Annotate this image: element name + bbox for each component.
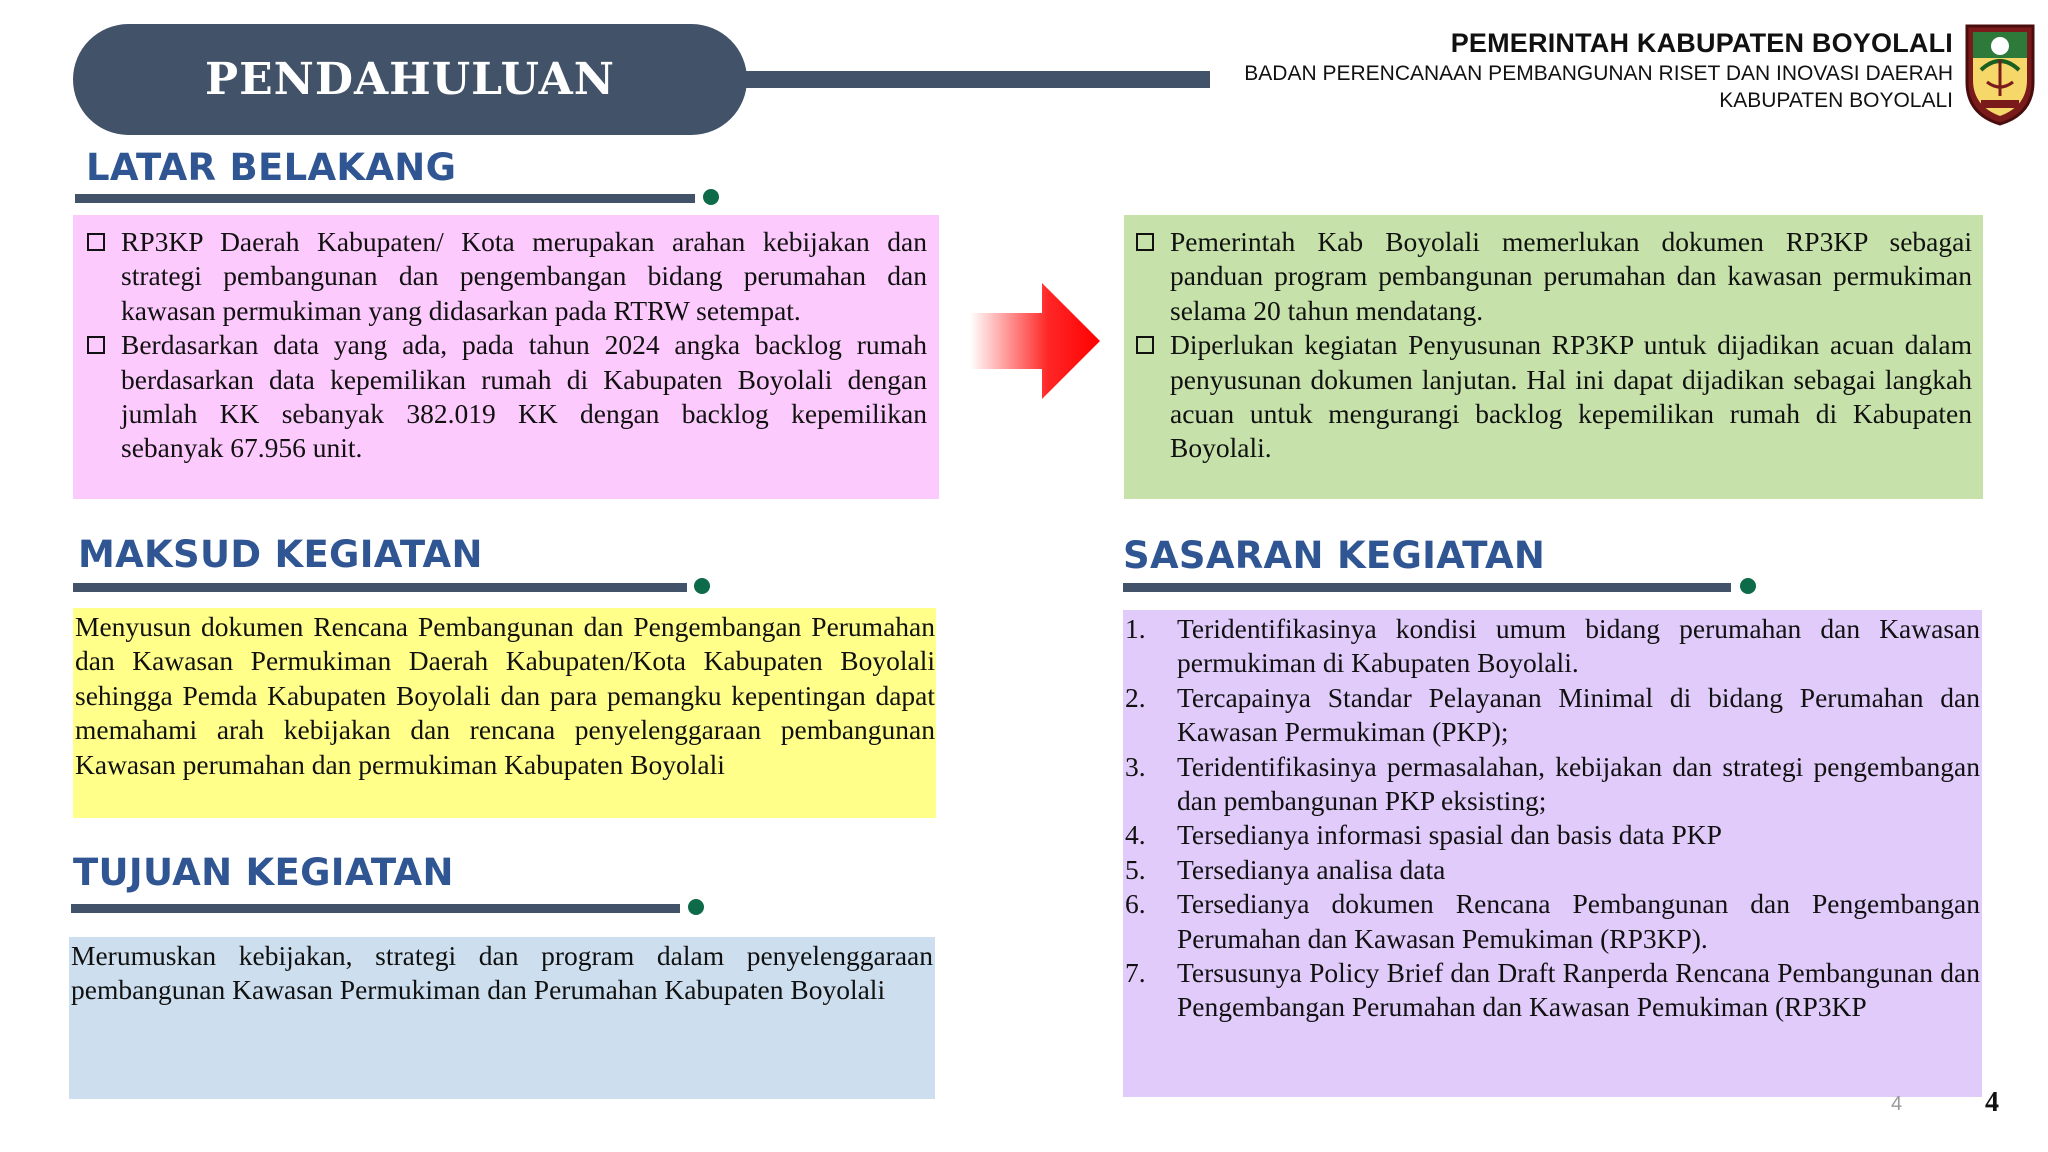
list-item bbox=[1125, 612, 1980, 681]
list-item-text: Pemerintah Kab Boyolali memerlukan dokumen RP3KP sebagai panduan program pembangunan perumahan dan kawasan permukiman selama 20 tahun mendatang. bbox=[1170, 226, 1972, 326]
list-item-number: 3. bbox=[1125, 750, 1146, 782]
list-item bbox=[1136, 328, 1972, 466]
list-item bbox=[87, 225, 927, 328]
sasaran-kegiatan-box bbox=[1123, 610, 1982, 1097]
list-item bbox=[1125, 750, 1980, 819]
heading-maksud-kegiatan: MAKSUD KEGIATAN bbox=[78, 533, 483, 576]
list-item bbox=[1125, 853, 1980, 887]
list-item-number: 1. bbox=[1125, 613, 1146, 644]
org-name-line2: BADAN PERENCANAAN PEMBANGUNAN RISET DAN INOVASI DAERAH bbox=[1244, 62, 1953, 85]
title-banner bbox=[73, 24, 747, 135]
list-item-number: 6. bbox=[1125, 888, 1146, 920]
list-item-text: Berdasarkan data yang ada, pada tahun 2024 angka backlog rumah berdasarkan data kepemilikan rumah di Kabupaten Boyolali dengan jumlah KK sebanyak 382.019 KK dengan backlog kepemilikan sebanyak 67.956 unit. bbox=[121, 329, 927, 464]
heading-underline bbox=[73, 583, 687, 592]
list-item bbox=[1125, 956, 1980, 1025]
title-underline-bar bbox=[735, 71, 1210, 88]
maksud-kegiatan-box bbox=[73, 608, 936, 818]
list-item bbox=[1125, 681, 1980, 750]
heading-underline bbox=[75, 194, 695, 203]
heading-underline bbox=[1123, 583, 1731, 592]
list-item-text: Tersedianya informasi spasial dan basis data PKP bbox=[1177, 819, 1722, 851]
list-item-number: 4. bbox=[1125, 819, 1146, 851]
page-number: 4 bbox=[1985, 1087, 1999, 1118]
heading-dot bbox=[1740, 578, 1756, 594]
heading-latar-belakang: LATAR BELAKANG bbox=[86, 146, 457, 189]
organization-header bbox=[1244, 26, 1953, 114]
list-item-text: Teridentifikasinya permasalahan, kebijakan dan strategi pengembangan dan pembangunan PKP eksisting; bbox=[1177, 750, 1980, 817]
heading-dot bbox=[688, 899, 704, 915]
list-item-text: Tersusunya Policy Brief dan Draft Ranperda Rencana Pembangunan dan Pengembangan Perumahan dan Kawasan Pemukiman (RP3KP bbox=[1177, 957, 1980, 1023]
checkbox-bullet-icon bbox=[87, 336, 105, 354]
list-item-text: Diperlukan kegiatan Penyusunan RP3KP untuk dijadikan acuan dalam penyusunan dokumen lanjutan. Hal ini dapat dijadikan sebagai langkah acuan untuk mengurangi backlog kepemilikan rumah di Kabupaten Boyolali. bbox=[1170, 329, 1972, 464]
latar-belakang-left-box bbox=[73, 215, 939, 499]
list-item-text: Tersedianya dokumen Rencana Pembangunan dan Pengembangan Perumahan dan Kawasan Pemukiman (RP3KP). bbox=[1177, 888, 1980, 954]
maksud-kegiatan-text: Menyusun dokumen Rencana Pembangunan dan Pengembangan Perumahan dan Kawasan Permukiman Daerah Kabupaten/Kota Kabupaten Boyolali sehingga Pemda Kabupaten Boyolali dan para pemangku kepentingan dapat memahami arah kebijakan dan rencana penyelenggaraan pembangunan Kawasan perumahan dan permukiman Kabupaten Boyolali bbox=[75, 611, 935, 780]
right-arrow-icon bbox=[970, 283, 1100, 399]
heading-underline bbox=[71, 904, 680, 913]
slide-number-small: 4 bbox=[1891, 1093, 1903, 1115]
tujuan-kegiatan-text: Merumuskan kebijakan, strategi dan program dalam penyelenggaraan pembangunan Kawasan Permukiman dan Perumahan Kabupaten Boyolali bbox=[71, 940, 933, 1006]
list-item bbox=[87, 328, 927, 466]
list-item bbox=[1125, 887, 1980, 956]
list-item-text: Tercapainya Standar Pelayanan Minimal di bidang Perumahan dan Kawasan Permukiman (PKP); bbox=[1177, 681, 1980, 748]
tujuan-kegiatan-box bbox=[69, 937, 935, 1099]
list-item-number: 5. bbox=[1125, 853, 1146, 885]
checkbox-bullet-icon bbox=[1136, 233, 1154, 251]
org-name-line1: PEMERINTAH KABUPATEN BOYOLALI bbox=[1450, 28, 1953, 58]
list-item-text: Tersedianya analisa data bbox=[1177, 853, 1446, 885]
list-item-number: 2. bbox=[1125, 681, 1146, 713]
boyolali-regency-emblem-icon bbox=[1963, 22, 2037, 126]
heading-dot bbox=[694, 578, 710, 594]
checkbox-bullet-icon bbox=[1136, 336, 1154, 354]
latar-belakang-right-box bbox=[1124, 215, 1983, 499]
org-name-line3: KABUPATEN BOYOLALI bbox=[1719, 89, 1953, 112]
page-title: PENDAHULUAN bbox=[205, 54, 615, 105]
heading-dot bbox=[703, 189, 719, 205]
list-item bbox=[1136, 225, 1972, 328]
list-item-text: RP3KP Daerah Kabupaten/ Kota merupakan arahan kebijakan dan strategi pembangunan dan pengembangan bidang perumahan dan kawasan permukiman yang didasarkan pada RTRW setempat. bbox=[121, 226, 927, 326]
list-item bbox=[1125, 818, 1980, 852]
heading-sasaran-kegiatan: SASARAN KEGIATAN bbox=[1123, 534, 1546, 577]
heading-tujuan-kegiatan: TUJUAN KEGIATAN bbox=[73, 851, 454, 894]
list-item-text: Teridentifikasinya kondisi umum bidang perumahan dan Kawasan permukiman di Kabupaten Boyolali. bbox=[1177, 613, 1980, 679]
checkbox-bullet-icon bbox=[87, 233, 105, 251]
list-item-number: 7. bbox=[1125, 957, 1146, 989]
